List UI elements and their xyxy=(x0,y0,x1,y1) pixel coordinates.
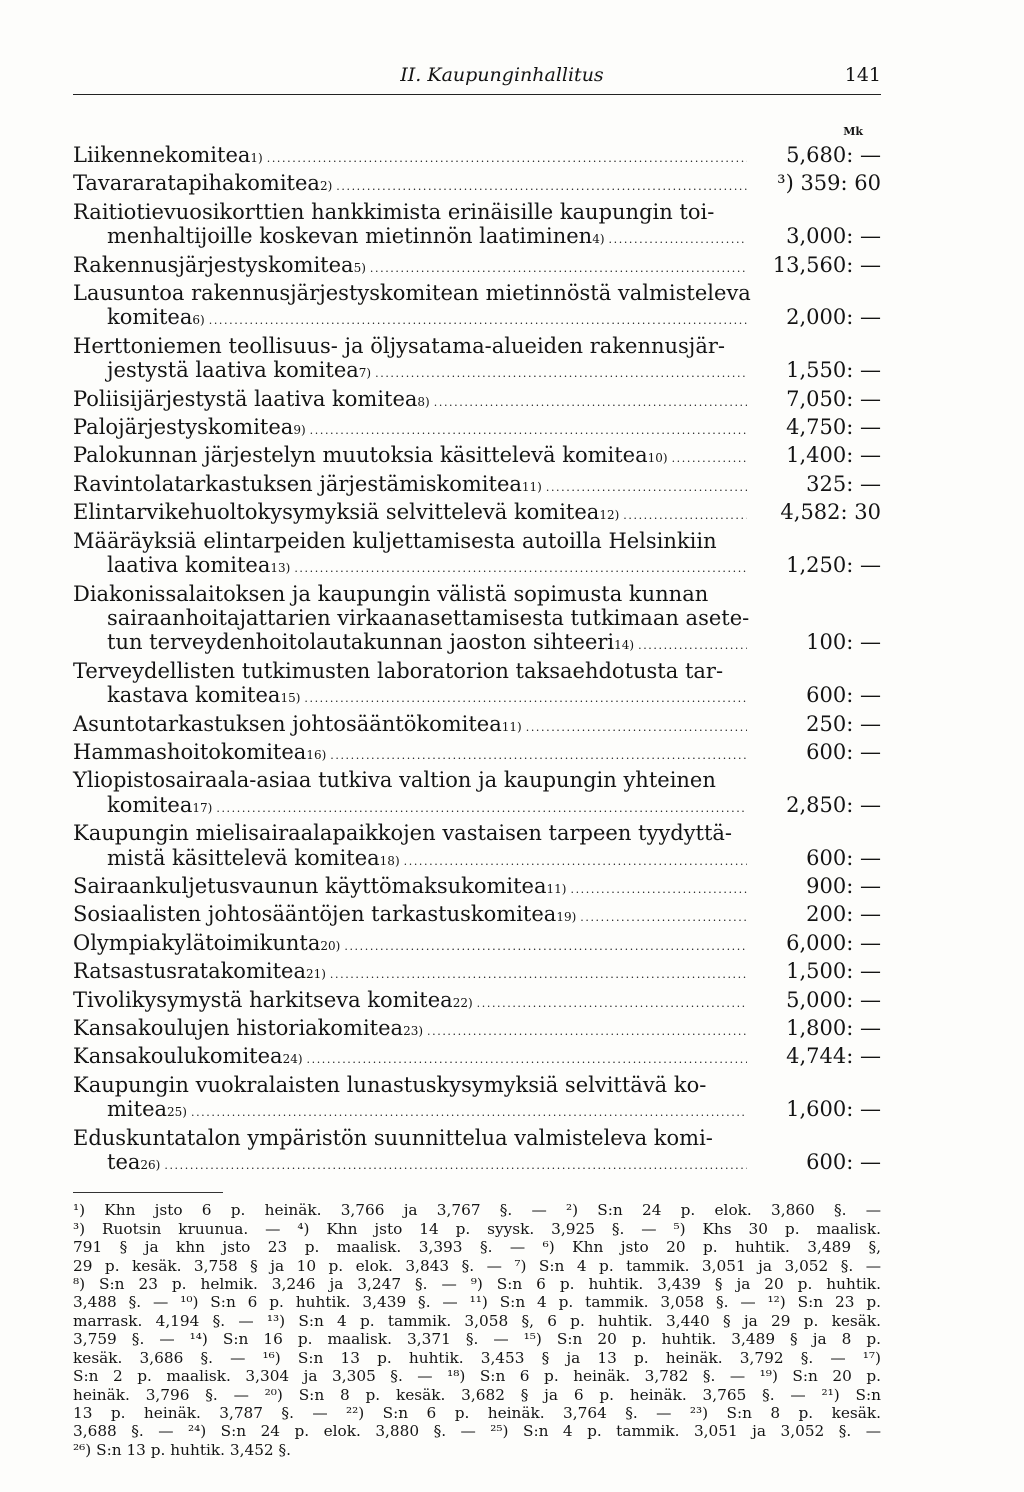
entry-amount: 4,744: — xyxy=(786,1044,881,1069)
list-item xyxy=(73,443,881,471)
entry-text: Raitiotievuosikorttien hankkimista erinäisille kaupungin toi- xyxy=(73,199,715,224)
entry-text: komitea xyxy=(107,305,193,330)
list-item xyxy=(73,171,881,199)
entry-text: Palokunnan järjestelyn muutoksia käsittelevä komitea xyxy=(73,443,648,468)
entry-text: Elintarvikehuoltokysymyksiä selvittelevä komitea xyxy=(73,500,600,525)
list-item xyxy=(73,768,881,821)
list-item xyxy=(73,281,881,334)
dot-leader xyxy=(404,850,747,874)
entry-line: Asuntotarkastuksen johtosääntökomitea 11) ..... 250: — xyxy=(73,712,881,740)
entry-text: Olympiakylätoimikunta xyxy=(73,930,321,955)
footnote-line: marrask. 4,194 §. — ¹³) S:n 4 p. tammik. 3,058 §, 6 p. huhtik. 3,440 § ja 29 p. kesäk. xyxy=(73,1311,881,1330)
dot-leader xyxy=(304,687,747,711)
dot-leader xyxy=(375,362,747,386)
entry-amount: 900: — xyxy=(806,873,881,898)
entry-text: Liikennekomitea xyxy=(73,143,251,167)
entry-text: komitea xyxy=(107,792,193,817)
list-item xyxy=(73,659,881,712)
entry-text: Terveydellisten tutkimusten laboratorion taksaehdotusta tar- xyxy=(73,658,724,683)
entry-line: tea 26) ..... 600: — xyxy=(73,1150,881,1178)
entry-text: sairaanhoitajattarien virkaanasettamisesta tutkimaan asete- xyxy=(107,605,750,630)
entry-line: Kansakoulukomitea 24) ..... 4,744: — xyxy=(73,1044,881,1072)
list-item xyxy=(73,988,881,1016)
entry-line xyxy=(73,1126,881,1150)
dot-leader xyxy=(191,1101,747,1125)
entry-amount: 4,750: — xyxy=(786,415,881,440)
list-item xyxy=(73,387,881,415)
dot-leader xyxy=(370,257,747,281)
entry-text: tea xyxy=(107,1150,141,1175)
entry-line xyxy=(73,529,881,553)
page-header xyxy=(73,60,881,94)
entry-amount: 1,550: — xyxy=(786,358,881,383)
entry-amount: 600: — xyxy=(806,683,881,708)
dot-leader xyxy=(310,419,747,443)
entry-amount: 7,050: — xyxy=(786,386,881,411)
entry-text: laativa komitea xyxy=(107,553,271,578)
dot-leader xyxy=(623,504,747,528)
footnote-line: 13 p. heinäk. 3,787 §. — ²²) S:n 6 p. heinäk. 3,764 §. — ²³) S:n 8 p. kesäk. xyxy=(73,1403,881,1422)
dot-leader xyxy=(344,935,747,959)
entry-text: Kansakoulujen historiakomitea xyxy=(73,1016,404,1040)
list-item xyxy=(73,821,881,874)
entry-amount: 2,850: — xyxy=(786,792,881,817)
list-item xyxy=(73,712,881,740)
list-item xyxy=(73,200,881,253)
entry-line: Kansakoulujen historiakomitea 23) ..... 1,800: — xyxy=(73,1016,881,1044)
page-number: 141 xyxy=(844,64,881,86)
footnote-line: ²⁶) S:n 13 p. huhtik. 3,452 §. xyxy=(73,1440,292,1459)
footnote-line: heinäk. 3,796 §. — ²⁰) S:n 8 p. kesäk. 3,682 § ja 6 p. heinäk. 3,765 §. — ²¹) S:n xyxy=(73,1385,881,1404)
entry-line: Sairaankuljetusvaunun käyttömaksukomitea 11) ..... 900: — xyxy=(73,874,881,902)
entry-text: Kansakoulukomitea xyxy=(73,1044,283,1069)
entry-amount: 6,000: — xyxy=(786,930,881,955)
dot-leader xyxy=(638,634,747,658)
entry-amount: 5,000: — xyxy=(786,987,881,1012)
list-item xyxy=(73,1044,881,1072)
footnotes xyxy=(73,1201,881,1459)
footnote-rule xyxy=(73,1192,223,1193)
footnote-line: ⁸) S:n 23 p. helmik. 3,246 ja 3,247 §. — ⁹) S:n 6 p. huhtik. 3,439 § ja 20 p. huhtik. xyxy=(73,1275,881,1294)
entry-amount: 200: — xyxy=(806,902,881,927)
dot-leader xyxy=(307,1048,747,1072)
footnote-line: 3,688 §. — ²⁴) S:n 24 p. elok. 3,880 §. — ²⁵) S:n 4 p. tammik. 3,051 ja 3,052 §. — xyxy=(73,1422,881,1441)
dot-leader xyxy=(330,963,747,987)
list-item xyxy=(73,959,881,987)
committee-cost-list xyxy=(73,143,881,1178)
footnote-line: kesäk. 3,686 §. — ¹⁶) S:n 13 p. huhtik. 3,453 § ja 13 p. heinäk. 3,792 §. — ¹⁷) xyxy=(73,1348,881,1367)
list-item xyxy=(73,143,881,171)
entry-text: tun terveydenhoitolautakunnan jaoston sihteeri xyxy=(107,630,615,655)
entry-line: Liikennekomitea 1) ..... 5,680: — xyxy=(73,143,881,171)
entry-text: Rakennusjärjestyskomitea xyxy=(73,252,354,277)
list-item xyxy=(73,415,881,443)
list-item xyxy=(73,334,881,387)
document-page xyxy=(73,60,881,1459)
entry-text: kastava komitea xyxy=(107,683,281,708)
entry-amount: 4,582: 30 xyxy=(780,500,881,525)
entry-line: Palokunnan järjestelyn muutoksia käsittelevä komitea 10) ..... 1,400: — xyxy=(73,443,881,471)
list-item xyxy=(73,740,881,768)
entry-text: Lausuntoa rakennusjärjestyskomitean mietinnöstä valmisteleva xyxy=(73,281,751,306)
entry-text: Kaupungin vuokralaisten lunastuskysymyksiä selvittävä ko- xyxy=(73,1072,707,1097)
entry-amount: 1,800: — xyxy=(786,1016,881,1040)
entry-line: komitea 17) ..... 2,850: — xyxy=(73,793,881,821)
entry-amount: 13,560: — xyxy=(772,252,881,277)
dot-leader xyxy=(546,476,747,500)
entry-line: mitea 25) ..... 1,600: — xyxy=(73,1097,881,1125)
entry-line xyxy=(73,582,881,606)
entry-amount: 250: — xyxy=(806,711,881,736)
entry-amount: 325: — xyxy=(806,471,881,496)
list-item xyxy=(73,902,881,930)
entry-text: Sairaankuljetusvaunun käyttömaksukomitea xyxy=(73,873,547,898)
entry-amount: 1,250: — xyxy=(786,553,881,578)
entry-line: komitea 6) ..... 2,000: — xyxy=(73,305,881,333)
dot-leader xyxy=(427,1020,747,1044)
entry-text: Ratsastusratakomitea xyxy=(73,959,306,984)
entry-line: Olympiakylätoimikunta 20) ..... 6,000: — xyxy=(73,931,881,959)
entry-line: laativa komitea 13) ..... 1,250: — xyxy=(73,553,881,581)
entry-line: Tivolikysymystä harkitseva komitea 22) ..... 5,000: — xyxy=(73,988,881,1016)
entry-text: Eduskuntatalon ympäristön suunnittelua valmisteleva komi- xyxy=(73,1125,713,1150)
entry-amount: 1,600: — xyxy=(786,1097,881,1122)
entry-amount: 100: — xyxy=(806,630,881,655)
entry-text: Määräyksiä elintarpeiden kuljettamisesta autoilla Helsinkiin xyxy=(73,528,717,553)
entry-line xyxy=(73,1073,881,1097)
entry-amount: ³) 359: 60 xyxy=(777,171,881,196)
entry-line: Rakennusjärjestyskomitea 5) ..... 13,560: — xyxy=(73,253,881,281)
entry-line: Ravintolatarkastuksen järjestämiskomitea 11) ..... 325: — xyxy=(73,472,881,500)
entry-text: Poliisijärjestystä laativa komitea xyxy=(73,386,418,411)
entry-line xyxy=(73,659,881,683)
dot-leader xyxy=(294,557,747,581)
list-item xyxy=(73,931,881,959)
entry-text: Kaupungin mielisairaalapaikkojen vastaisen tarpeen tyydyttä- xyxy=(73,821,733,846)
entry-line: menhaltijoille koskevan mietinnön laatiminen 4) ..... 3,000: — xyxy=(73,224,881,252)
entry-line: kastava komitea 15) ..... 600: — xyxy=(73,683,881,711)
entry-amount: 3,000: — xyxy=(786,224,881,249)
currency-unit-label: Mk xyxy=(843,125,863,138)
dot-leader xyxy=(267,147,747,171)
entry-line xyxy=(73,606,881,630)
entry-text: Asuntotarkastuksen johtosääntökomitea xyxy=(73,711,502,736)
dot-leader xyxy=(570,878,747,902)
entry-amount: 600: — xyxy=(806,739,881,764)
footnote-line: 3,759 §. — ¹⁴) S:n 16 p. maalisk. 3,371 §. — ¹⁵) S:n 20 p. huhtik. 3,489 § ja 8 p. xyxy=(73,1330,881,1349)
entry-line xyxy=(73,821,881,845)
dot-leader xyxy=(609,228,747,252)
list-item xyxy=(73,529,881,582)
entry-text: mistä käsittelevä komitea xyxy=(107,845,380,870)
entry-amount: 5,680: — xyxy=(786,143,881,167)
entry-line: tun terveydenhoitolautakunnan jaoston sihteeri 14) ..... 100: — xyxy=(73,630,881,658)
entry-line: Poliisijärjestystä laativa komitea 8) ..... 7,050: — xyxy=(73,387,881,415)
entry-line: Palojärjestyskomitea 9) ..... 4,750: — xyxy=(73,415,881,443)
entry-line: Elintarvikehuoltokysymyksiä selvittelevä komitea 12) ..... 4,582: 30 xyxy=(73,500,881,528)
footnote-line: ¹) Khn jsto 6 p. heinäk. 3,766 ja 3,767 §. — ²) S:n 24 p. elok. 3,860 §. — xyxy=(73,1201,881,1220)
entry-text: Palojärjestyskomitea xyxy=(73,415,294,440)
footnote-line: 29 p. kesäk. 3,758 § ja 10 p. elok. 3,843 §. — ⁷) S:n 4 p. tammik. 3,051 ja 3,052 §. — xyxy=(73,1256,881,1275)
entry-amount: 1,500: — xyxy=(786,959,881,984)
entry-line: Ratsastusratakomitea 21) ..... 1,500: — xyxy=(73,959,881,987)
entry-line: Sosiaalisten johtosääntöjen tarkastuskomitea 19) ..... 200: — xyxy=(73,902,881,930)
entry-text: Yliopistosairaala-asiaa tutkiva valtion ja kaupungin yhteinen xyxy=(73,768,716,793)
entry-amount: 600: — xyxy=(806,1150,881,1175)
list-item xyxy=(73,1073,881,1126)
entry-text: Tivolikysymystä harkitseva komitea xyxy=(73,987,453,1012)
dot-leader xyxy=(209,309,747,333)
entry-text: Ravintolatarkastuksen järjestämiskomitea xyxy=(73,471,522,496)
entry-text: Herttoniemen teollisuus- ja öljysatama-alueiden rakennusjär- xyxy=(73,333,725,358)
entry-line: Hammashoitokomitea 16) ..... 600: — xyxy=(73,740,881,768)
header-rule xyxy=(73,94,881,95)
running-title: II. Kaupunginhallitus xyxy=(400,64,604,86)
dot-leader xyxy=(477,992,747,1016)
entry-amount: 1,400: — xyxy=(786,443,881,468)
footnote-line: ³) Ruotsin kruunua. — ⁴) Khn jsto 14 p. syysk. 3,925 §. — ⁵) Khs 30 p. maalisk. xyxy=(73,1219,881,1238)
entry-text: mitea xyxy=(107,1097,168,1122)
dot-leader xyxy=(336,175,747,199)
entry-text: Tavararatapihakomitea xyxy=(73,171,320,196)
entry-line: mistä käsittelevä komitea 18) ..... 600: — xyxy=(73,846,881,874)
list-item xyxy=(73,1126,881,1179)
dot-leader xyxy=(580,906,747,930)
dot-leader xyxy=(526,716,747,740)
dot-leader xyxy=(216,797,747,821)
list-item xyxy=(73,472,881,500)
entry-line xyxy=(73,334,881,358)
entry-line: jestystä laativa komitea 7) ..... 1,550: — xyxy=(73,358,881,386)
list-item xyxy=(73,253,881,281)
list-item xyxy=(73,1016,881,1044)
entry-text: menhaltijoille koskevan mietinnön laatiminen xyxy=(107,224,593,249)
footnote-line: 791 § ja khn jsto 23 p. maalisk. 3,393 §. — ⁶) Khn jsto 20 p. huhtik. 3,489 §, xyxy=(73,1238,881,1257)
list-item xyxy=(73,874,881,902)
entry-text: jestystä laativa komitea xyxy=(107,358,359,383)
entry-line xyxy=(73,768,881,792)
list-item xyxy=(73,582,881,659)
entry-text: Hammashoitokomitea xyxy=(73,739,307,764)
entry-line xyxy=(73,200,881,224)
dot-leader xyxy=(434,391,747,415)
dot-leader xyxy=(672,447,747,471)
footnote-line: 3,488 §. — ¹⁰) S:n 6 p. huhtik. 3,439 §. — ¹¹) S:n 4 p. tammik. 3,058 §. — ¹²) S:n 23 p. xyxy=(73,1293,881,1312)
dot-leader xyxy=(164,1154,747,1178)
entry-amount: 2,000: — xyxy=(786,305,881,330)
footnote-line: S:n 2 p. maalisk. 3,304 ja 3,305 §. — ¹⁸) S:n 6 p. heinäk. 3,782 §. — ¹⁹) S:n 20 p. xyxy=(73,1367,881,1386)
dot-leader xyxy=(330,744,747,768)
entry-text: Diakonissalaitoksen ja kaupungin välistä sopimusta kunnan xyxy=(73,581,709,606)
entry-text: Sosiaalisten johtosääntöjen tarkastuskomitea xyxy=(73,902,557,927)
entry-line xyxy=(73,281,881,305)
entry-amount: 600: — xyxy=(806,845,881,870)
entry-line: Tavararatapihakomitea 2) ..... ³) 359: 60 xyxy=(73,171,881,199)
list-item xyxy=(73,500,881,528)
